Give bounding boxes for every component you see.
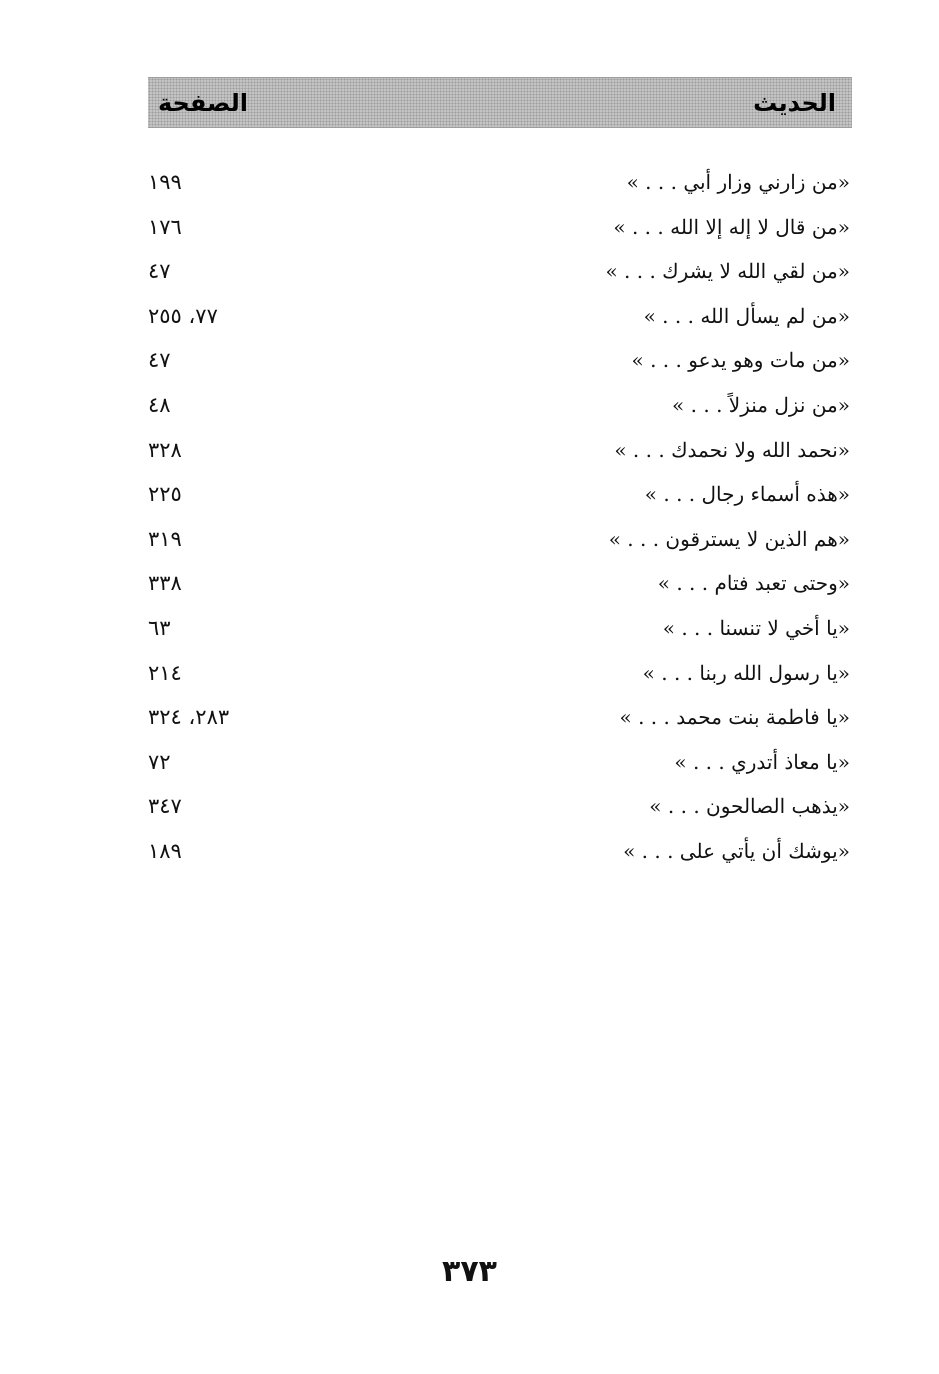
page-number: ٧٢ xyxy=(148,749,171,774)
list-item xyxy=(148,294,852,339)
hadith-text: «يوشك أن يأتي على . . . » xyxy=(623,838,850,863)
page-number: ٤٨ xyxy=(148,392,171,417)
hadith-text: «من قال لا إله إلا الله . . . » xyxy=(613,214,850,239)
header-page-label: الصفحة xyxy=(158,89,249,117)
hadith-text: «يا رسول الله ربنا . . . » xyxy=(642,660,850,685)
page-number: ٢٢٥ xyxy=(148,482,182,507)
hadith-text: «من مات وهو يدعو . . . » xyxy=(631,348,850,373)
page-number: ٢١٤ xyxy=(148,660,182,685)
page-folio-number: ٣٧٣ xyxy=(442,1254,497,1289)
page-number: ٢٨٣، ٣٢٤ xyxy=(148,705,230,730)
list-item xyxy=(148,338,852,383)
index-header-bar xyxy=(148,77,852,128)
hadith-text: «يا أخي لا تنسنا . . . » xyxy=(662,615,850,640)
list-item xyxy=(148,517,852,562)
hadith-text: «وحتى تعبد فتام . . . » xyxy=(657,571,850,596)
page-number: ٣٢٨ xyxy=(148,437,182,462)
page-number: ٦٣ xyxy=(148,615,171,640)
hadith-text: «من لقي الله لا يشرك . . . » xyxy=(605,259,850,284)
list-item xyxy=(148,695,852,740)
list-item xyxy=(148,428,852,473)
list-item xyxy=(148,606,852,651)
hadith-text: «من نزل منزلاً . . . » xyxy=(672,392,850,417)
list-item xyxy=(148,249,852,294)
hadith-text: «نحمد الله ولا نحمدك . . . » xyxy=(614,437,850,462)
hadith-text: «من لم يسأل الله . . . » xyxy=(643,303,850,328)
page-number: ٣١٩ xyxy=(148,526,182,551)
list-item xyxy=(148,472,852,517)
page-number: ٧٧، ٢٥٥ xyxy=(148,303,218,328)
page-number: ١٧٦ xyxy=(148,214,182,239)
page-number: ١٩٩ xyxy=(148,170,182,194)
page-number: ٤٧ xyxy=(148,259,171,284)
hadith-text: «يذهب الصالحون . . . » xyxy=(649,794,850,819)
hadith-text: «هذه أسماء رجال . . . » xyxy=(644,482,850,507)
page-number: ٤٧ xyxy=(148,348,171,373)
list-item xyxy=(148,784,852,829)
hadith-text: «من زارني وزار أبي . . . » xyxy=(626,170,850,194)
list-item xyxy=(148,160,852,205)
hadith-text: «هم الذين لا يسترقون . . . » xyxy=(608,526,850,551)
hadith-index-list xyxy=(148,160,852,874)
page-number: ٣٤٧ xyxy=(148,794,182,819)
hadith-text: «يا فاطمة بنت محمد . . . » xyxy=(619,705,850,730)
hadith-text: «يا معاذ أتدري . . . » xyxy=(674,749,850,774)
list-item xyxy=(148,383,852,428)
list-item xyxy=(148,651,852,696)
list-item xyxy=(148,205,852,250)
header-hadith-label: الحديث xyxy=(753,89,836,117)
page-number: ٣٣٨ xyxy=(148,571,182,596)
page-number: ١٨٩ xyxy=(148,838,182,863)
list-item xyxy=(148,740,852,785)
list-item xyxy=(148,829,852,874)
list-item xyxy=(148,561,852,606)
